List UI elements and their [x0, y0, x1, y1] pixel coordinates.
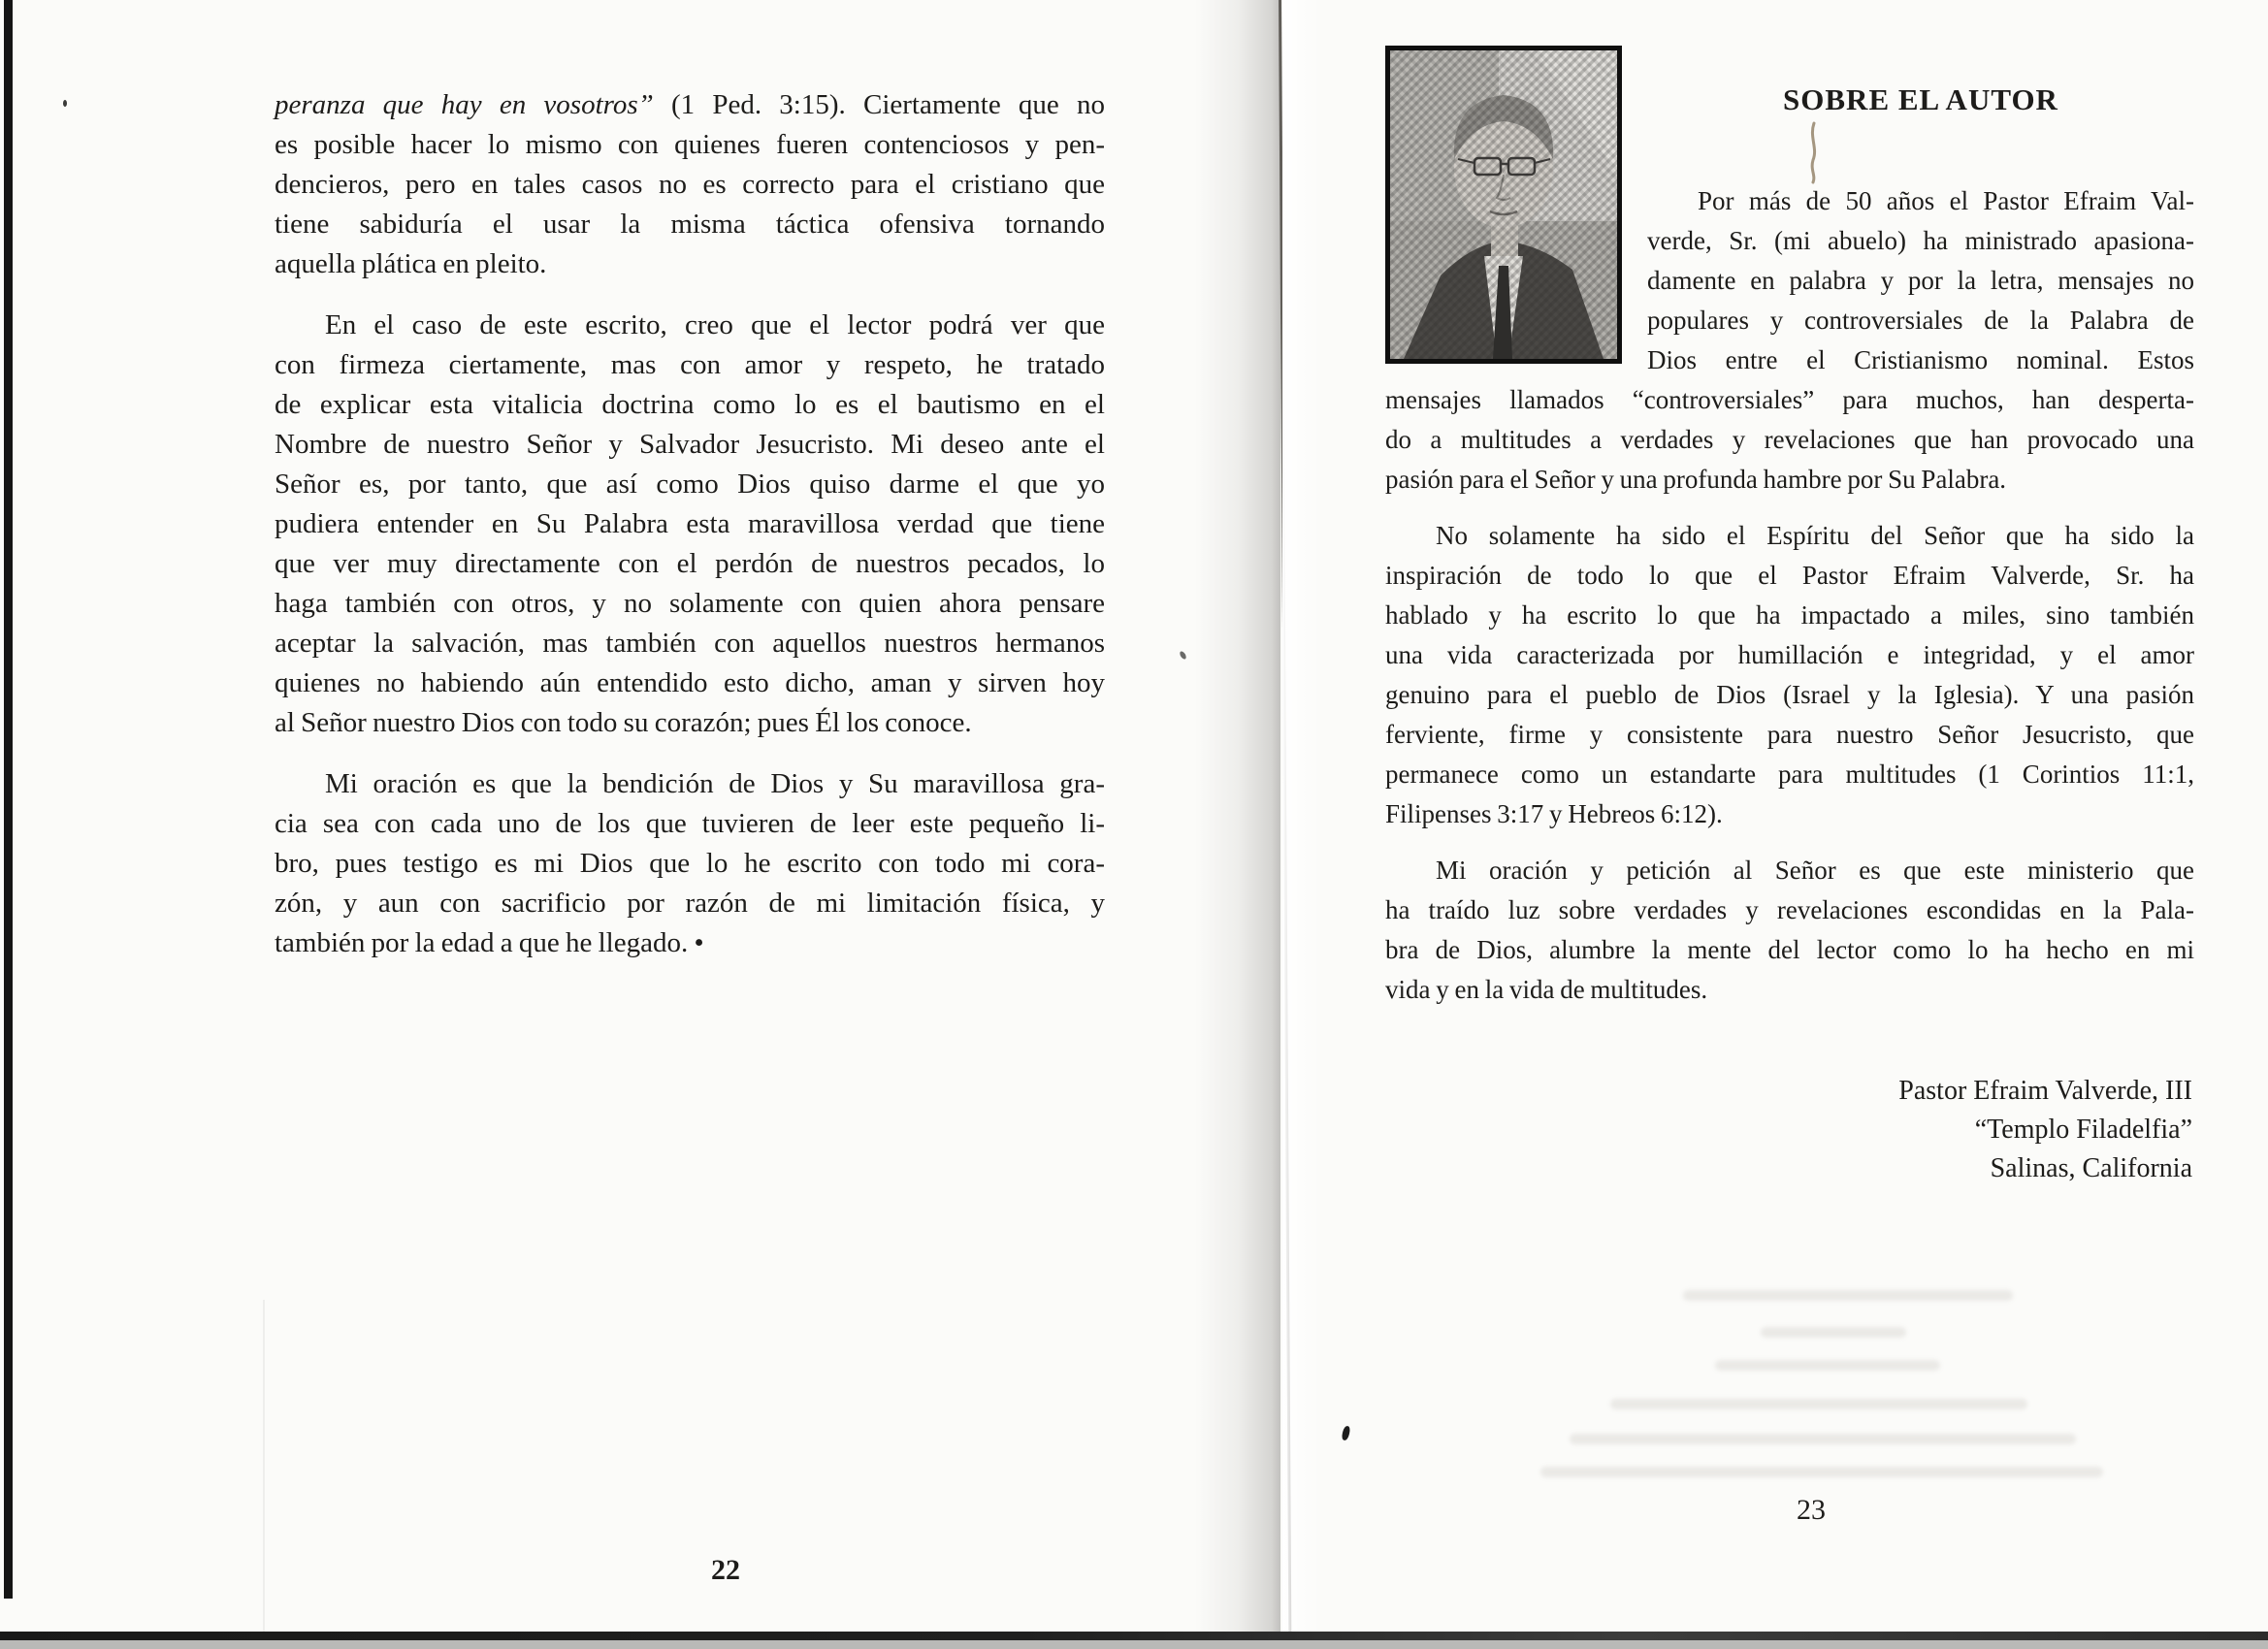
text-line: haga también con otros, y no solamente con quien ahora pensare: [275, 588, 1105, 619]
page-number-right: 23: [1797, 1494, 1826, 1526]
text-line: Señor es, por tanto, que así como Dios quiso darme el que yo: [275, 469, 1105, 500]
book-gutter-highlight: [1282, 0, 1321, 1649]
text-line: cia sea con cada uno de los que tuvieren de leer este pequeño li-: [275, 808, 1105, 839]
text-line: Nombre de nuestro Señor y Salvador Jesucristo. Mi deseo ante el: [275, 429, 1105, 460]
signature-line: “Templo Filadelfia”: [1974, 1115, 2192, 1145]
text-line: genuino para el pueblo de Dios (Israel y la Iglesia). Y una pasión: [1385, 680, 2194, 709]
text-line: Por más de 50 años el Pastor Efraim Val-: [1698, 186, 2194, 215]
text-line: Mi oración es que la bendición de Dios y Su maravillosa gra-: [325, 768, 1105, 799]
text-line: una vida caracterizada por humillación e integridad, y el amor: [1385, 640, 2194, 669]
text-line: do a multitudes a verdades y revelaciones que han provocado una: [1385, 425, 2194, 454]
paragraph: [275, 85, 1105, 284]
text-line: Dios entre el Cristianismo nominal. Estos: [1647, 345, 2194, 374]
text-line: al Señor nuestro Dios con todo su corazón; pues Él los conoce.: [275, 707, 972, 738]
page-23-text-column: [1385, 46, 2194, 1188]
text-line: Filipenses 3:17 y Hebreos 6:12).: [1385, 799, 1723, 828]
scan-bottom-edge-gray: [0, 1640, 2268, 1649]
page-number-left: 22: [711, 1554, 740, 1586]
italic-scripture-quote: peranza que hay en vosotros”: [275, 89, 654, 120]
text-line: permanece como un estandarte para multitudes (1 Corintios 11:1,: [1385, 760, 2194, 789]
text-line: con firmeza ciertamente, mas con amor y respeto, he tratado: [275, 349, 1105, 380]
text-line: también por la edad a que he llegado. •: [275, 927, 704, 958]
paragraph: [275, 306, 1105, 743]
text-line: populares y controversiales de la Palabra de: [1647, 306, 2194, 335]
author-portrait-photo: [1385, 46, 1622, 364]
text-line: No solamente ha sido el Espíritu del Señor que ha sido la: [1436, 521, 2194, 550]
text-line: Mi oración y petición al Señor es que este ministerio que: [1436, 856, 2194, 885]
text-line: zón, y aun con sacrificio por razón de mi limitación física, y: [275, 888, 1105, 919]
bleed-through-text: [1455, 1280, 2212, 1494]
text-line: pudiera entender en Su Palabra esta maravillosa verdad que tiene: [275, 508, 1105, 539]
ink-speck: [1179, 650, 1187, 660]
scripture-reference: (1 Ped. 3:15). Ciertamente que no: [653, 89, 1105, 120]
pen-scratch-mark: [1804, 121, 1824, 185]
text-line: inspiración de todo lo que el Pastor Efraim Valverde, Sr. ha: [1385, 561, 2194, 590]
text-line: tiene sabiduría el usar la misma táctica ofensiva tornando: [275, 209, 1105, 240]
book-gutter-shadow: [1195, 0, 1280, 1649]
section-heading: SOBRE EL AUTOR: [1783, 82, 2058, 116]
text-line: ferviente, firme y consistente para nuestro Señor Jesucristo, que: [1385, 720, 2194, 749]
text-line: damente en palabra y por la letra, mensajes no: [1647, 266, 2194, 295]
text-line: que ver muy directamente con el perdón de nuestros pecados, lo: [275, 548, 1105, 579]
signature-block: [1385, 1072, 2194, 1188]
text-line: mensajes llamados “controversiales” para muchos, han desperta-: [1385, 385, 2194, 414]
text-line: En el caso de este escrito, creo que el lector podrá ver que: [325, 309, 1105, 340]
page-22-text-column: [275, 85, 1105, 963]
text-line: ha traído luz sobre verdades y revelaciones escondidas en la Pala-: [1385, 895, 2194, 924]
paragraph: [1385, 851, 2194, 1010]
scan-left-edge-line: [4, 0, 13, 1599]
text-line: pasión para el Señor y una profunda hambre por Su Palabra.: [1385, 465, 2007, 494]
text-line: de explicar esta vitalicia doctrina como lo es el bautismo en el: [275, 389, 1105, 420]
text-line: hablado y ha escrito lo que ha impactado a miles, sino también: [1385, 600, 2194, 630]
text-line: quienes no habiendo aún entendido esto dicho, aman y sirven hoy: [275, 667, 1105, 698]
halftone-portrait: [1390, 50, 1617, 359]
text-line: aquella plática en pleito.: [275, 248, 547, 279]
text-line: bro, pues testigo es mi Dios que lo he escrito con todo mi cora-: [275, 848, 1105, 879]
signature-line: Salinas, California: [1990, 1153, 2192, 1183]
text-line: [275, 85, 1105, 125]
text-line: bra de Dios, alumbre la mente del lector como lo ha hecho en mi: [1385, 935, 2194, 964]
ink-speck: [1341, 1425, 1350, 1440]
ink-speck: [63, 100, 67, 107]
text-line: es posible hacer lo mismo con quienes fueren contenciosos y pen-: [275, 129, 1105, 160]
scan-bottom-edge-line: [0, 1632, 2268, 1640]
paragraph: [275, 764, 1105, 963]
text-line: vida y en la vida de multitudes.: [1385, 975, 1708, 1004]
page-crease: [263, 1300, 265, 1639]
text-line: dencieros, pero en tales casos no es correcto para el cristiano que: [275, 169, 1105, 200]
text-line: aceptar la salvación, mas también con aquellos nuestros hermanos: [275, 628, 1105, 659]
signature-line: Pastor Efraim Valverde, III: [1898, 1076, 2192, 1106]
paragraph: [1385, 516, 2194, 834]
text-line: verde, Sr. (mi abuelo) ha ministrado apasiona-: [1647, 226, 2194, 255]
